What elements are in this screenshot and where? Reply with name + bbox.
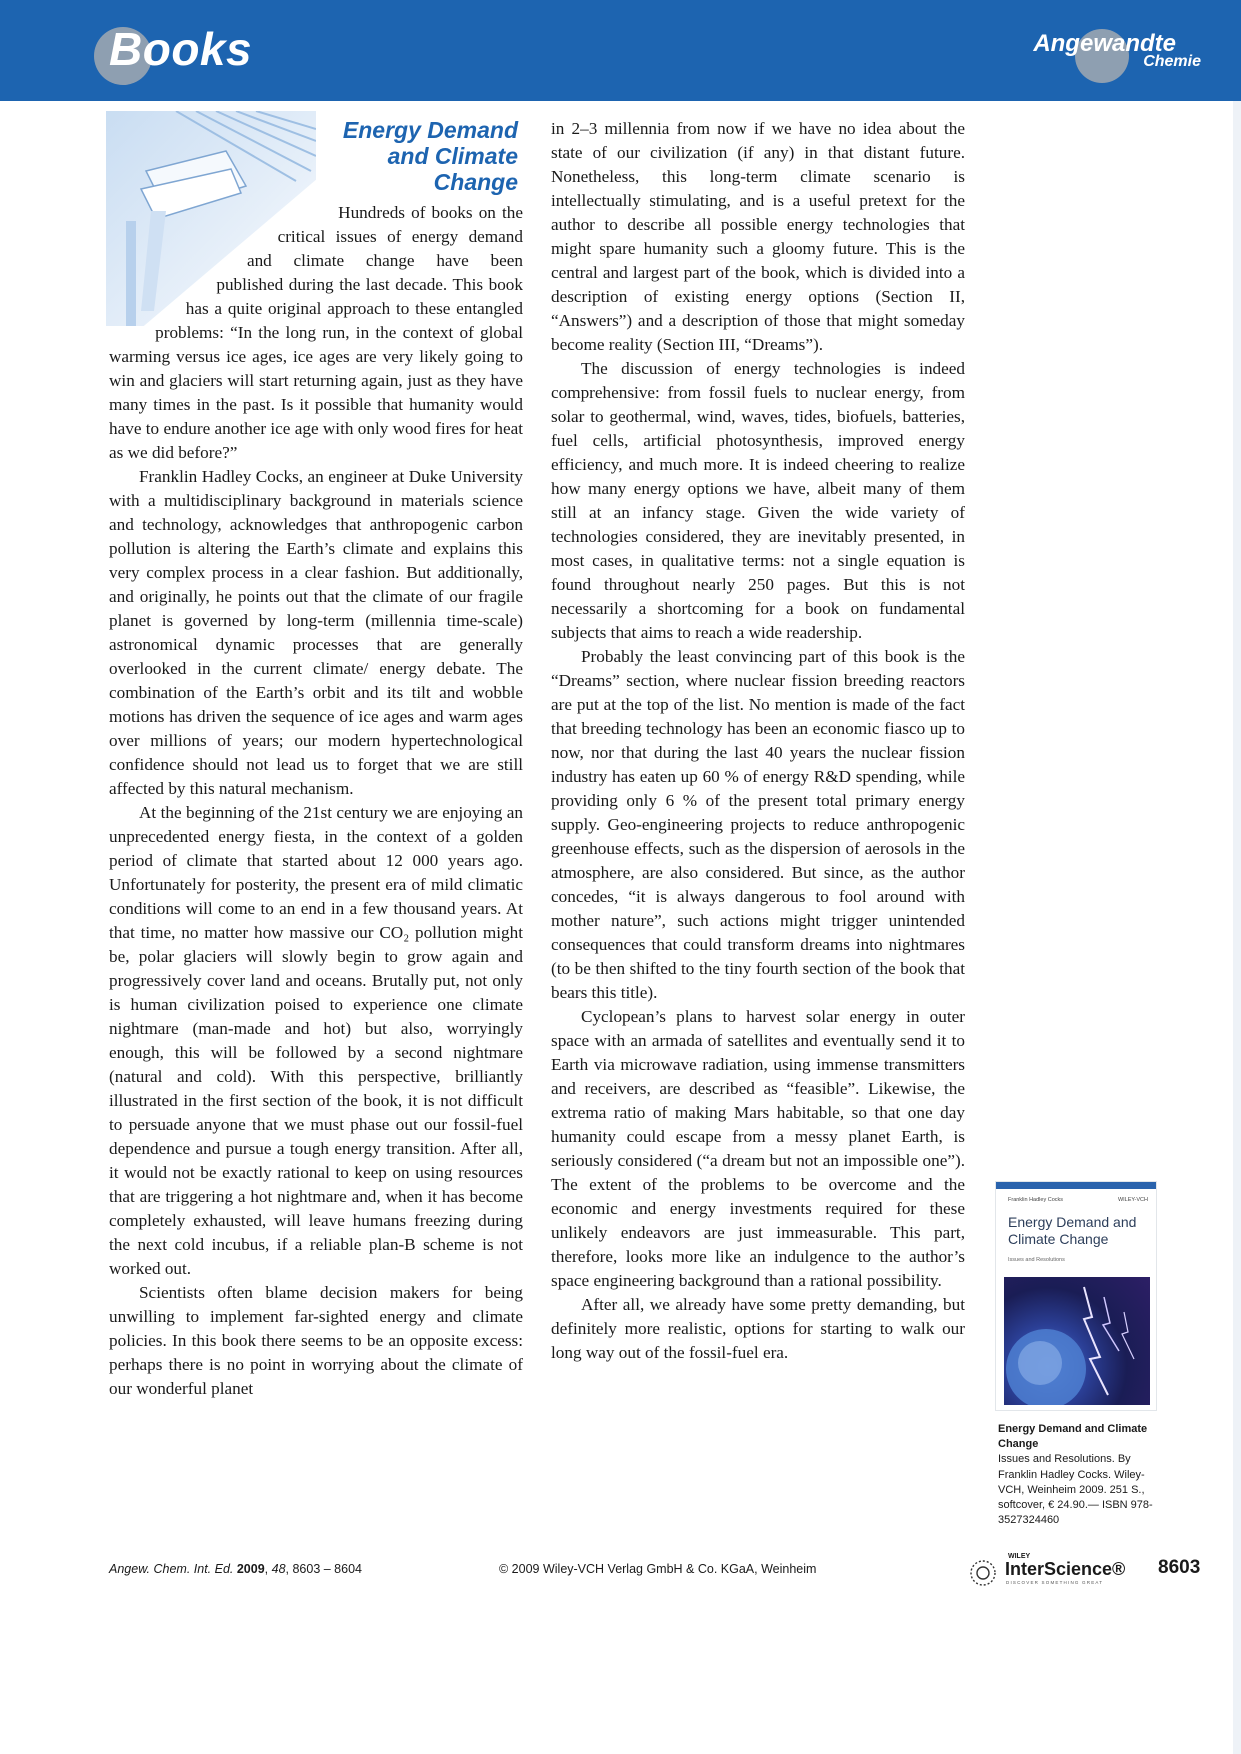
article-column-right [551,117,965,1365]
citation-year: 2009 [236,1562,265,1576]
book-info-title: Energy Demand and Climate Change [998,1423,1148,1451]
citation-journal: Angew. Chem. Int. Ed. [109,1562,234,1576]
paragraph: Hundreds of books on the critical issues of energy demand and climate change have been published during the last decade. This book has a quite original approach to these entangled problems: “In the long run, in the context of global warming versus ice ages, ice ages are very likely going to win and glaciers will start returning again, just as they have many times in the past. Is it possible that humanity would have to endure another ice age with only wood fires for heat as we did before?” [109,203,523,462]
cover-publisher: WILEY-VCH [1117,1197,1148,1203]
wiley-logo-text: WILEY [1008,1553,1031,1560]
paragraph: The discussion of energy technologies is indeed comprehensive: from fossil fuels to nuclear energy, from solar to geothermal, wind, waves, tides, biofuels, batteries, fuel cells, artificial photosynthesis, improved energy efficiency, and much more. It is indeed cheering to realize how many energy options we have, albeit many of them still at an infancy stage. Given the wide variety of technologies considered, they are inevitably presented, in most cases, in qualitative terms: not a single equation is found throughout nearly 250 pages. But this is not necessarily a shortcoming for a book on fundamental subjects that aims to reach a wide readership. [551,359,965,642]
cover-title: Energy Demand and Climate Change [1008,1214,1137,1247]
paragraph: Franklin Hadley Cocks, an engineer at Duke University with a multidisciplinary background in materials science and technology, acknowledges that anthropogenic carbon pollution is altering the Earth’s climate and explains this very complex process in a clear fashion. But additionally, and originally, he points out that the climate of our fragile planet is governed by long-term (millennia time-scale) astronomical dynamic processes that are generally overlooked in the current climate/ energy debate. The combination of the Earth’s orbit and its tilt and wobble motions has driven the sequence of ice ages and warm ages over millions of years; our modern hypertechnological confidence should not lead us to forget that we are still affected by this natural mechanism. [109,467,523,798]
page-footer [0,1553,1241,1588]
citation-volume: 48 [271,1562,286,1576]
book-cover [996,1182,1156,1410]
paragraph: Probably the least convincing part of this book is the “Dreams” section, where nuclear fission breeding reactors are put at the top of the list. No mention is made of the fact that breeding technology has been an economic fiasco up to now, nor that during the last 40 years the nuclear fission industry has eaten up 60 % of energy R&D spending, while providing only 6 % of the present total primary energy supply. Geo-engineering projects to reduce anthropogenic greenhouse effects, such as the dispersion of aerosols in the atmosphere, are also considered. But since, as the author concedes, “it is always dangerous to fool around with mother nature”, such actions might trigger unintended consequences that could transform dreams into nightmares (to be then shifted to the tiny fourth section of the book that bears this title). [551,647,965,1002]
page-edge-strip [1233,101,1241,1754]
citation-pages: , 8603 – 8604 [285,1562,362,1576]
header-banner [0,0,1241,101]
copyright-notice: © 2009 Wiley-VCH Verlag GmbH & Co. KGaA, Weinheim [499,1562,817,1576]
interscience-globe-icon [968,1558,998,1588]
article-title-line-2: and Climate Change [387,143,518,195]
article-title-line-1: Energy Demand [342,117,518,143]
interscience-tagline: DISCOVER SOMETHING GREAT [1006,1580,1104,1585]
book-bibliographic-info [998,1422,1158,1528]
cover-author: Franklin Hadley Cocks [1008,1197,1064,1203]
journal-name-sub: Chemie [1143,53,1201,70]
article-column-left [109,117,523,1401]
page-number: 8603 [1158,1557,1201,1578]
cover-subtitle: Issues and Resolutions [1008,1257,1065,1263]
paragraph: After all, we already have some pretty demanding, but definitely more realistic, options for starting to walk our long way out of the fossil-fuel era. [551,1295,965,1362]
book-info-details: Issues and Resolutions. By Franklin Hadley Cocks. Wiley-VCH, Weinheim 2009. 251 S., softcover, € 24.90.— ISBN 978-3527324460 [998,1453,1153,1527]
journal-name: Angewandte [1033,30,1176,57]
cover-top-bar [996,1182,1156,1189]
paragraph: At the beginning of the 21st century we are enjoying an unprecedented energy fiesta, in the context of a golden period of climate that started about 12 000 years ago. Unfortunately for posterity, the present era of mild climatic conditions will come to an end in a few thousand years. At that time, no matter how massive our CO₂ pollution might be, polar glaciers will slowly begin to grow again and progressively cover land and oceans. Brutally put, not only is human civilization poised to experience one climate nightmare (man-made and hot) but also, worryingly enough, this will be followed by a second nightmare (natural and cold). With this perspective, brilliantly illustrated in the first section of the book, it is not difficult to persuade anyone that we must phase out our fossil-fuel dependence and pursue a tough energy transition. After all, it would not be exactly rational to keep on using resources that are triggering a hot nightmare and, when it has become completely exhausted, will leave humans freezing during the next cold incubus, if a reliable plan-B scheme is not worked out. [109,803,523,1278]
interscience-logo-text: InterScience® [1005,1559,1126,1579]
section-title: Books [109,23,253,75]
earth-lightning-icon [1004,1277,1150,1405]
paragraph: in 2–3 millennia from now if we have no idea about the state of our civilization (if any) in that distant future. Nonetheless, this long-term climate scenario is intellectually stimulating, and is a useful pretext for the author to describe all possible energy technologies that might spare humanity such a gloomy future. This is the central and largest part of the book, which is divided into a description of existing energy options (Section II, “Answers”) and a description of those that might someday become reality (Section III, “Dreams”). [551,119,965,354]
journal-citation: Angew. Chem. Int. Ed. 2009, 48, 8603 – 8604 [109,1562,362,1576]
paragraph: Scientists often blame decision makers for being unwilling to implement far-sighted energy and climate policies. In this book there seems to be an opposite excess: perhaps there is no point in worrying about the climate of our wonderful planet [109,1283,523,1398]
paragraph: Cyclopean’s plans to harvest solar energy in outer space with an armada of satellites and eventually send it to Earth via microwave radiation, using immense transmitters and receivers, are described as “feasible”. Likewise, the extrema ratio of making Mars habitable, so that one day humanity could escape from a messy planet Earth, is seriously considered (“a dream but not an impossible one”). The extent of the problems to be overcome and the economic and energy investments required for these unlikely endeavors are just immeasurable. This part, therefore, looks more like an indulgence to the author’s space engineering background than a rational possibility. [551,1007,965,1290]
